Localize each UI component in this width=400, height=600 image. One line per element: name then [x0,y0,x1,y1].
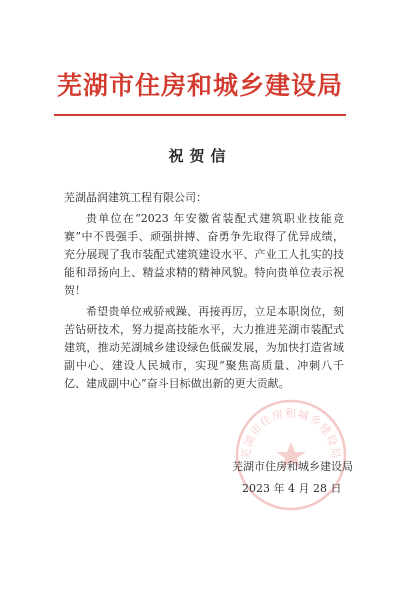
svg-text:芜湖市住房和城乡建设局: 芜湖市住房和城乡建设局 [239,406,343,461]
letterhead-title: 芜湖市住房和城乡建设局 [56,71,343,100]
letter-body [64,189,344,396]
paragraph-2: 希望贵单位戒骄戒躁、再接再厉，立足本职岗位，刻苦钻研技术，努力提高技能水平，大力推进芜湖市装配式建筑，推动芜湖城乡建设绿色低碳发展，为加快打造省域副中心、建设人民城市，实现“聚焦高质量、冲刺八千亿、建成副中心”奋斗目标做出新的更大贡献。 [64,305,344,390]
letterhead-red-rule [54,114,346,116]
signature-block [232,456,382,500]
paragraph-1: 贵单位在“2023 年安徽省装配式建筑职业技能竞赛”中不畏强手、顽强拼搏、奋勇争先取得了优异成绩，充分展现了我市装配式建筑建设水平、产业工人扎实的技能和昂扬向上、精益求精的精神风貌。特向贵单位表示祝贺！ [64,212,344,297]
signature-date: 2023 年 4 月 28 日 [242,482,342,495]
salutation: 芜湖晶润建筑工程有限公司： [64,191,207,204]
signature-org: 芜湖市住房和城乡建设局 [232,460,353,473]
document-title: 祝贺信 [168,147,232,165]
